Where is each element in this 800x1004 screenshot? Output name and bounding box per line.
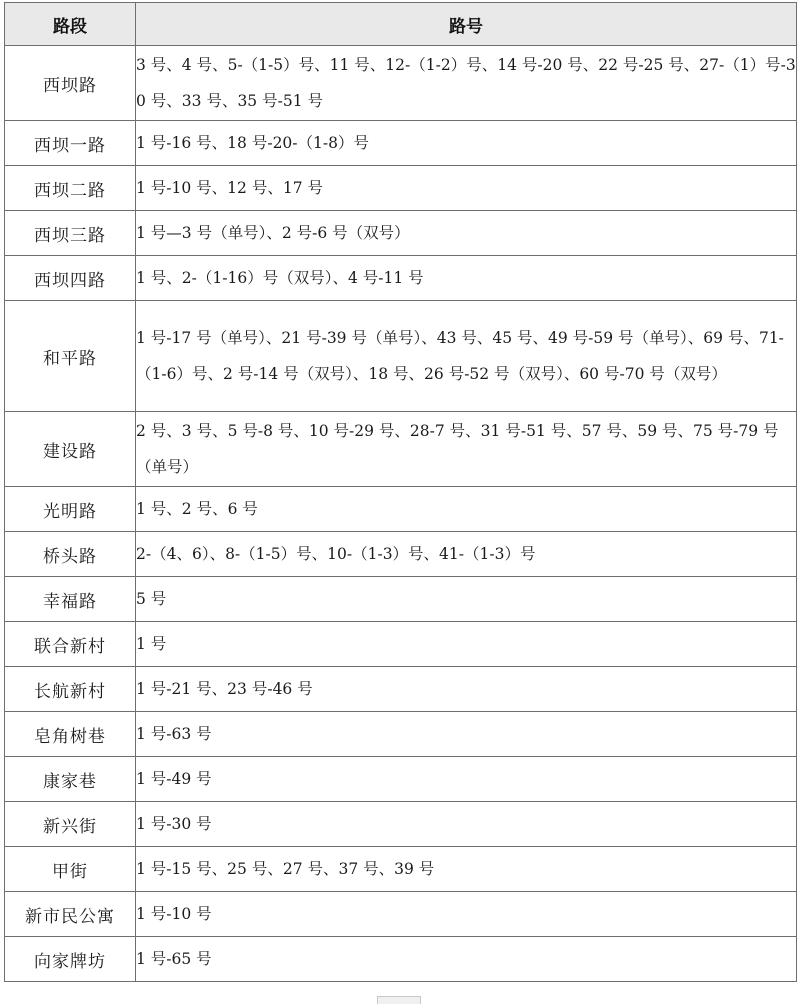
road-name: 皂角树巷 <box>5 712 136 757</box>
table-row <box>5 802 797 847</box>
table-row <box>5 487 797 532</box>
table-row <box>5 622 797 667</box>
table-row <box>5 166 797 211</box>
road-name: 甲街 <box>5 847 136 892</box>
road-name: 光明路 <box>5 487 136 532</box>
road-numbers: 5 号 <box>136 577 797 622</box>
road-numbers: 1 号-10 号、12 号、17 号 <box>136 166 797 211</box>
table-row <box>5 757 797 802</box>
table-row <box>5 577 797 622</box>
road-name: 西坝一路 <box>5 121 136 166</box>
road-numbers: 3 号、4 号、5-（1-5）号、11 号、12-（1-2）号、14 号-20 号、22 号-25 号、27-（1）号-30 号、33 号、35 号-51 号 <box>136 46 797 121</box>
road-numbers: 1 号-49 号 <box>136 757 797 802</box>
road-name: 西坝路 <box>5 46 136 121</box>
road-name: 向家牌坊 <box>5 937 136 982</box>
address-table <box>4 2 797 982</box>
table-row <box>5 121 797 166</box>
header-numbers: 路号 <box>136 3 797 46</box>
road-numbers: 1 号-65 号 <box>136 937 797 982</box>
table-row <box>5 847 797 892</box>
table-row <box>5 256 797 301</box>
road-numbers: 1 号、2 号、6 号 <box>136 487 797 532</box>
road-name: 康家巷 <box>5 757 136 802</box>
road-numbers: 1 号-16 号、18 号-20-（1-8）号 <box>136 121 797 166</box>
table-row <box>5 892 797 937</box>
table-row <box>5 412 797 487</box>
road-name: 西坝三路 <box>5 211 136 256</box>
road-name: 幸福路 <box>5 577 136 622</box>
road-numbers: 1 号-63 号 <box>136 712 797 757</box>
road-numbers: 1 号-17 号（单号）、21 号-39 号（单号）、43 号、45 号、49 号-59 号（单号）、69 号、71-（1-6）号、2 号-14 号（双号）、18 号、26 号-52 号（双号）、60 号-70 号（双号） <box>136 301 797 412</box>
header-road: 路段 <box>5 3 136 46</box>
road-numbers: 1 号-30 号 <box>136 802 797 847</box>
table-row <box>5 46 797 121</box>
road-numbers: 1 号-15 号、25 号、27 号、37 号、39 号 <box>136 847 797 892</box>
road-numbers: 1 号-21 号、23 号-46 号 <box>136 667 797 712</box>
road-name: 新市民公寓 <box>5 892 136 937</box>
road-numbers: 1 号-10 号 <box>136 892 797 937</box>
road-name: 新兴街 <box>5 802 136 847</box>
table-header <box>5 3 797 46</box>
road-name: 西坝二路 <box>5 166 136 211</box>
table-row <box>5 712 797 757</box>
table-row <box>5 211 797 256</box>
road-name: 和平路 <box>5 301 136 412</box>
road-numbers: 1 号 <box>136 622 797 667</box>
road-numbers: 2 号、3 号、5 号-8 号、10 号-29 号、28-7 号、31 号-51 号、57 号、59 号、75 号-79 号（单号） <box>136 412 797 487</box>
road-name: 西坝四路 <box>5 256 136 301</box>
road-numbers: 1 号—3 号（单号）、2 号-6 号（双号） <box>136 211 797 256</box>
road-numbers: 1 号、2-（1-16）号（双号）、4 号-11 号 <box>136 256 797 301</box>
road-name: 建设路 <box>5 412 136 487</box>
table-row <box>5 301 797 412</box>
road-name: 桥头路 <box>5 532 136 577</box>
table-row <box>5 667 797 712</box>
road-numbers: 2-（4、6）、8-（1-5）号、10-（1-3）号、41-（1-3）号 <box>136 532 797 577</box>
road-name: 联合新村 <box>5 622 136 667</box>
table-row <box>5 937 797 982</box>
table-body <box>5 46 797 982</box>
road-name: 长航新村 <box>5 667 136 712</box>
page-tab-indicator <box>377 996 421 1004</box>
table-row <box>5 532 797 577</box>
